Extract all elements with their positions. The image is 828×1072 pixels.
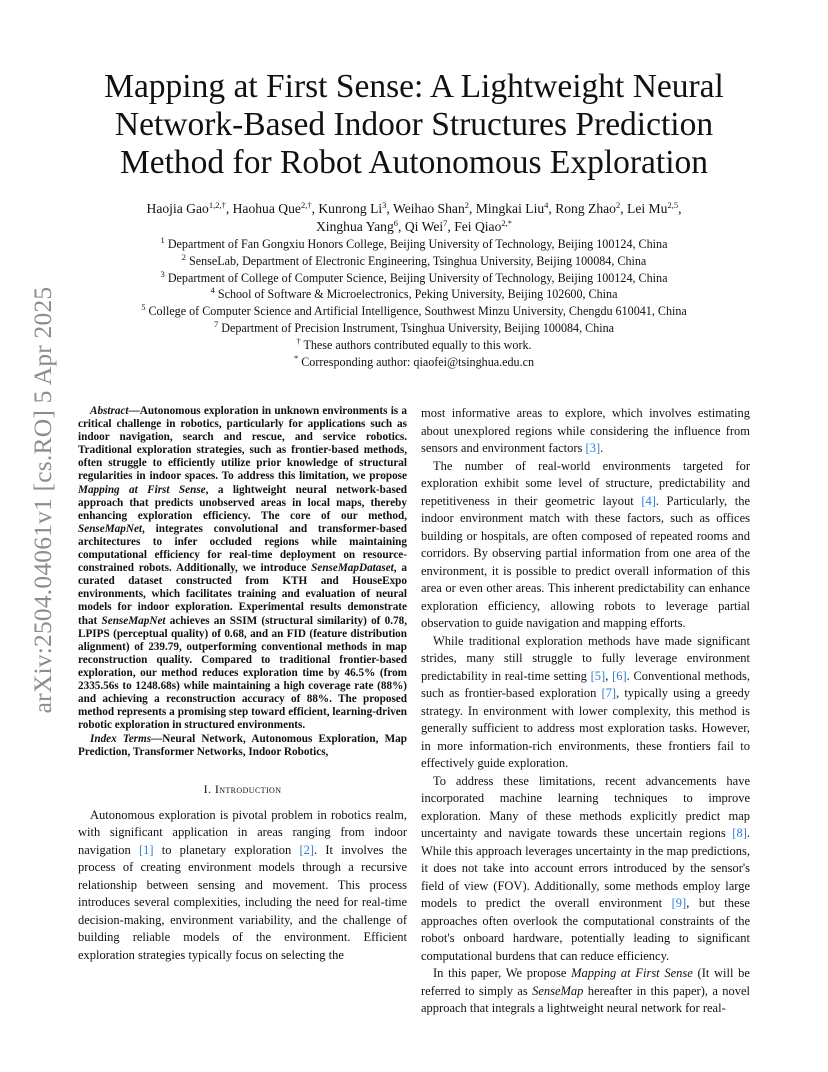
left-column [78,405,407,964]
citation-link[interactable]: [2] [299,842,315,857]
affiliation [80,253,748,270]
author-name: Xinghua Yang [315,219,394,234]
citation-link[interactable]: [4] [641,493,656,508]
author-sup: 2 [464,200,469,210]
abstract-text: , a lightweight neural network-based approach that predicts unobserved areas in local maps, thereby enhancing exploration efficiency. The core of our method, [78,483,407,522]
affiliation [80,236,748,253]
paragraph-text: . While this approach leverages uncertainty in the map predictions, it does not take into account errors introduced by the sensor's field of view (FOV). Additionally, some methods employ large models to predict the overall environment [421,826,750,910]
affiliation-text: SenseLab, Department of Electronic Engineering, Tsinghua University, Beijing 100084, China [189,253,647,268]
author-line-2: Xinghua Yang$^6$, Qi Wei$^7$, Fei Qiao$^{2,*}$ [315,218,513,234]
arxiv-stamp [28,286,58,714]
affiliation-mark: * [293,352,299,363]
author-sup: 7 [443,218,448,228]
abstract-text: , a curated dataset constructed from KTH and HouseExpo environments, which facilitates training and evaluation of neural models for indoor exploration. Experimental results demonstrate that [78,562,407,627]
paragraph-text: Autonomous exploration is pivotal problem in robotics realm, with significant application in areas ranging from indoor navigation [78,807,407,857]
affiliation [80,270,748,287]
paragraph-text: . [600,441,604,455]
author-line-1: Haojia Gao$^{1,2,\dagger}$, Haohua Que$^{2,\dagger}$, Kunrong Li$^3$, Weihao Shan$^2$, Mingkai Liu$^4$, Rong Zhao$^2$, Lei Mu$^{2,5}$, [146,200,682,216]
author-name: Qi Wei [404,219,444,234]
citation-link[interactable]: [9] [671,896,687,910]
affiliation-mark: 3 [160,268,165,279]
title-line: Method for Robot Autonomous Exploration [119,144,709,181]
author-name: Weihao Shan [392,201,465,216]
author-sup: 2,* [501,218,513,228]
author-name: Haojia Gao [146,201,209,216]
index-terms-text: —Neural Network, Autonomous Exploration, Map Prediction, Transformer Networks, Indoor Robotics, [78,733,407,759]
paragraph-text: , typically using a greedy strategy. In environment with lower complexity, this method is generally sufficient to address most exploration tasks. However, in more information-rich environments, these frontiers fail to effectively guide exploration. [421,686,750,770]
citation-link[interactable]: [5] [590,668,606,683]
affiliation-text: School of Software & Microelectronics, Peking University, Beijing 102600, China [217,287,618,302]
paragraph-text: To address these limitations, recent advancements have incorporated machine learning techniques to improve exploration. Many of these methods explicitly predict map uncertainty and navigate towards these uncertain regions [421,773,750,840]
author-sup: 2,5 [667,200,679,210]
abstract [78,405,407,732]
affiliation [80,286,748,303]
affiliation-mark: 7 [213,318,219,329]
affiliation [80,320,748,337]
author-sup: 4 [544,200,549,210]
paragraph-text: . Conventional methods, such as frontier-based exploration [421,668,751,700]
dataset-name: SenseMapDataset [311,562,394,575]
affiliation-mark: 2 [181,251,186,262]
paragraph-text: most informative areas to explore, which involves estimating about unexplored regions while considering the influence from sensors and environment factors [421,406,750,455]
right-column [421,405,750,1018]
author-name: Kunrong Li [318,201,383,216]
paragraph-text: (It will be referred to simply as [421,966,750,998]
intro-paragraph [421,458,750,633]
title-line: Network-Based Indoor Structures Prediction [114,106,714,143]
author-sup: 1,2,† [208,200,226,210]
paragraph-text: While traditional exploration methods have made significant strides, many still struggle to fully leverage environment predictability in real-time setting [421,633,750,683]
paragraph-text: , [605,668,613,683]
affiliation-mark: 5 [141,302,146,313]
section-title: Introduction [214,781,282,796]
affiliation-text: Department of Fan Gongxiu Honors College, Beijing University of Technology, Beijing 100124, China [167,237,668,251]
author-name: Haohua Que [232,201,301,216]
author-sup: 3 [382,200,387,210]
affiliation-text: Department of Precision Instrument, Tsinghua University, Beijing 100084, China [221,320,615,335]
affiliation-mark: 4 [210,285,215,296]
method-name: Mapping at First Sense [571,966,693,980]
abstract-text: —Autonomous exploration in unknown environments is a critical challenge in robotics, particularly for applications such as indoor navigation, search and rescue, and service robotics. Traditional exploration strategies, such as frontier-based methods, often struggle to efficiently utilize prior knowledge of structural regularities in indoor spaces. To address this limitation, we propose [78,405,407,483]
abstract-text: , integrates convolutional and transformer-based architectures to infer occluded regions while maintaining computational efficiency for real-time deployment on resource-constrained robots. Additionally, we introduce [78,522,407,575]
paragraph-text: , but these approaches often overlook the computational constraints of the robot's onboard hardware, potentially leading to significant computational burdens that can reduce efficiency. [421,896,750,963]
affiliation-text: Corresponding author: qiaofei@tsinghua.edu.cn [301,354,535,369]
section-heading [78,782,407,797]
abstract-text: achieves an SSIM (structural similarity) of 0.78, LPIPS (perceptual quality) of 0.68, and an FID (feature distribution alignment) of 239.79, outperforming conventional methods in map reconstruction quality. Compared to traditional frontier-based exploration, our method reduces exploration time by 46.5% (from 2335.56s to 1248.68s) while maintaining a high coverage rate (88%) and achieving a reconstruction accuracy of 88%. The proposed method represents a promising step toward efficient, learning-driven robotic exploration in structured environments. [78,614,407,732]
affiliation [80,354,748,371]
affiliation-text: Department of College of Computer Science, Beijing University of Technology, Beijing 100124, China [167,270,668,285]
affiliation-mark: † [296,335,301,346]
paragraph-text: to planetary exploration [153,842,300,857]
author-name: Fei Qiao [454,219,502,234]
affiliation [80,337,748,354]
intro-paragraph [78,807,407,965]
citation-link[interactable]: [1] [138,842,154,857]
network-name: SenseMapNet [101,614,166,627]
author-name: Mingkai Liu [475,201,545,216]
paper-title [80,68,748,182]
section-number: I. [203,781,212,796]
title-line: Mapping at First Sense: A Lightweight Neural [104,68,724,105]
author-sup: 2,† [300,200,312,210]
paragraph-text: . It involves the process of creating environment models through a recursive relationship between sensing and movement. This process introduces several complexities, including the need for real-time decision-making, environment variability, and the challenge of building reliable models of the environment. Efficient exploration strategies typically focus on selecting the [78,842,408,962]
affiliation-text: College of Computer Science and Artificial Intelligence, Southwest Minzu University, Chengdu 610041, China [148,304,687,319]
author-name: Lei Mu [627,201,668,216]
citation-link[interactable]: [7] [601,686,617,700]
paragraph-text: In this paper, We propose [433,966,572,980]
author-name: Rong Zhao [555,201,616,216]
author-sup: 6 [393,218,399,228]
author-list [80,200,748,236]
affiliation-mark: 1 [160,235,165,245]
affiliation [80,303,748,320]
abstract-label: Abstract [90,405,129,417]
network-name: SenseMapNet [78,522,143,535]
arxiv-stamp-text[interactable]: arXiv:2504.04061v1 [cs.RO] 5 Apr 2025 [28,286,57,714]
paragraph-text: The number of real-world environments targeted for exploration exhibit some level of structure, predictability and repetitiveness in their geometric layout [421,458,750,508]
citation-link[interactable]: [8] [732,826,747,840]
paragraph-text: . Particularly, the indoor environment match with these factors, such as offices building or hospitals, are often composed of repeated rooms and corridors. By observing partial information from one area of the environment, it is possible to predict overall information of this area or even other areas. This inherent predictability can enhance exploration efficiency, allowing robots to leverage partial observation to guide navigation and mapping efforts. [421,493,751,630]
method-name: Mapping at First Sense [78,483,206,496]
method-short-name: SenseMap [532,983,584,998]
affiliation-text: These authors contributed equally to this work. [303,337,532,352]
affiliation-list [80,236,748,370]
citation-link[interactable]: [6] [612,668,627,683]
index-terms-label: Index Terms [90,733,152,746]
intro-paragraph [421,773,750,966]
citation-link[interactable]: [3] [585,441,601,455]
paragraph-text: hereafter in this paper), a novel approach that integrals a lightweight neural network for real- [421,983,750,1015]
intro-paragraph [421,633,750,773]
index-terms [78,733,407,759]
intro-paragraph [421,405,750,458]
author-sup: 2 [615,200,621,210]
intro-paragraph [421,965,750,1018]
